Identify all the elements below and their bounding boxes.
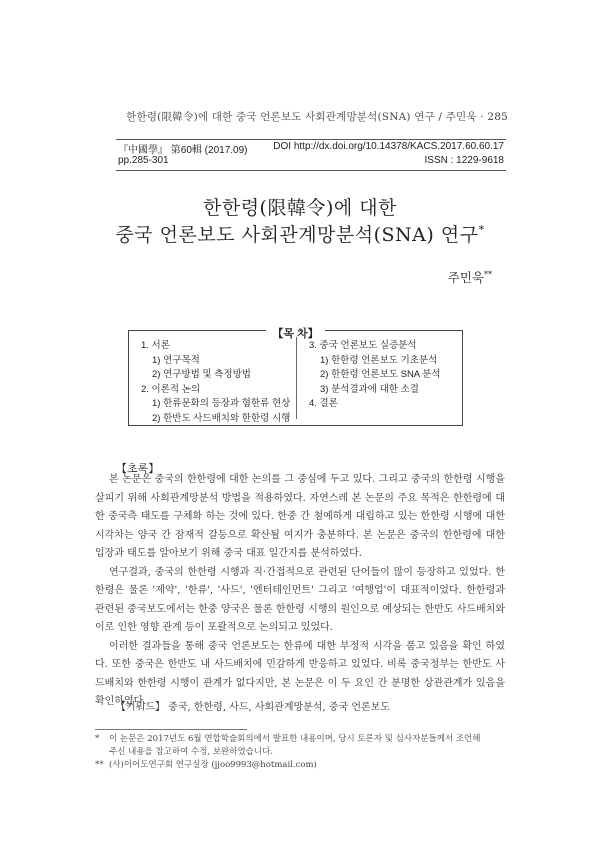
- issn: ISSN : 1229-9618: [424, 155, 504, 166]
- title-line-1: 한한령(限韓令)에 대한: [203, 197, 397, 219]
- toc-item[interactable]: 2) 연구방법 및 측정방법: [152, 369, 251, 380]
- toc-right-column: [309, 339, 441, 412]
- toc-item[interactable]: 3. 중국 언론보도 실증분석: [309, 340, 417, 351]
- title-line-2-text: 중국 언론보도 사회관계망분석(SNA) 연구: [115, 224, 479, 246]
- toc-left-column: [141, 339, 290, 426]
- footnote-mark: **: [95, 760, 104, 770]
- toc-item[interactable]: 1) 한류문화의 등장과 혐한류 현상: [152, 398, 291, 409]
- abstract-paragraph: 이러한 결과들을 통해 중국 언론보도는 한류에 대한 부정적 시각을 품고 있음을 확인 하였다. 또한 중국은 한반도 내 사드배치에 민감하게 반응하고 있었다. 비록 중국정부는 한반도 사드배치와 한한령 시행이 관계가 없다지만, 본 논문은 이 두 요인 간 분명한 상관관계가 있음을 확인하였다.: [95, 640, 505, 707]
- toc-item[interactable]: 1) 연구목적: [152, 354, 200, 366]
- toc-item[interactable]: 1. 서론: [141, 340, 170, 351]
- running-head: 한한령(限韓令)에 대한 중국 언론보도 사회관계망분석(SNA) 연구 / 주민욱 · 285: [126, 111, 508, 123]
- footnote-mark: *: [95, 734, 100, 744]
- publication-info: [116, 139, 506, 171]
- abstract-heading: 【초록】: [116, 462, 160, 475]
- keywords: 【키워드】 중국, 한한령, 사드, 사회관계망분석, 중국 언론보도: [116, 702, 390, 713]
- author-name: 주민욱: [447, 270, 484, 285]
- abstract-body: [95, 471, 505, 712]
- abstract-paragraph: 본 논문은 중국의 한한령에 대한 논의를 그 중심에 두고 있다. 그리고 중국의 한한령 시행을 살피기 위해 사회관계망분석 방법을 적용하였다. 자연스레 본 논문의 주요 목적은 한한령에 대한 중국측 태도를 구체화 하는 것에 있다. 한중 간 첨예하게 대립하고 있는 한한령 시행에 대한 시각차는 양국 간 잠재적 갈등으로 확산될 여지가 충분하다. 본 논문은 중국의 한한령에 대한 입장과 태도를 알아보기 위해 중국 대표 일간지를 분석하였다.: [95, 474, 505, 559]
- abstract-paragraph: 연구결과, 중국의 한한령 시행과 직·간접적으로 관련된 단어들이 많이 등장하고 있었다. 한한령은 물론 '제약', '한류', '사드', '엔터테인먼트' 그리고 '여행업'이 대표적이었다. 한한령과 관련된 중국보도에서는 한중 양국은 물론 한한령 시행의 원인으로 예상되는 한반도 사드배치와 이로 인한 영향 관계 등이 포괄적으로 논의되고 있었다.: [95, 566, 505, 633]
- toc-item[interactable]: 2) 한반도 사드배치와 한한령 시행: [152, 412, 291, 424]
- footnote-text[interactable]: (사)이어도연구회 연구실장 (jjoo9993@hotmail.com): [109, 760, 317, 770]
- toc-heading: 【목 차】: [266, 328, 324, 340]
- footnote-1: [95, 733, 505, 758]
- journal-issue: 『中國學』 第60輯 (2017.09): [118, 145, 248, 156]
- page-range: pp.285-301: [118, 155, 169, 166]
- title-footnote-mark[interactable]: *: [478, 223, 485, 237]
- table-of-contents: [128, 330, 463, 426]
- footnote-2: [95, 759, 505, 772]
- toc-item[interactable]: 2. 이론적 논의: [141, 383, 201, 395]
- toc-item[interactable]: 3) 분석결과에 대한 소결: [320, 383, 419, 395]
- doi-link[interactable]: DOI http://dx.doi.org/10.14378/KACS.2017.60.60.17: [273, 141, 504, 152]
- author: [448, 268, 492, 286]
- toc-item[interactable]: 4. 결론: [309, 398, 338, 409]
- toc-item[interactable]: 2) 한한령 언론보도 SNA 분석: [320, 369, 441, 380]
- toc-divider: [296, 337, 297, 419]
- title-line-2: [0, 220, 600, 247]
- author-footnote-mark[interactable]: **: [484, 269, 492, 279]
- footnote-text: 이 논문은 2017년도 6월 연합학술회의에서 발표한 내용이며, 당시 토론자 및 심사자분들께서 조언해: [109, 734, 481, 744]
- footnote-divider: [95, 729, 247, 730]
- toc-item[interactable]: 1) 한한령 언론보도 기초분석: [320, 354, 438, 366]
- footnote-text-cont: 주신 내용을 참고하여 수정, 보완하였습니다.: [109, 746, 274, 757]
